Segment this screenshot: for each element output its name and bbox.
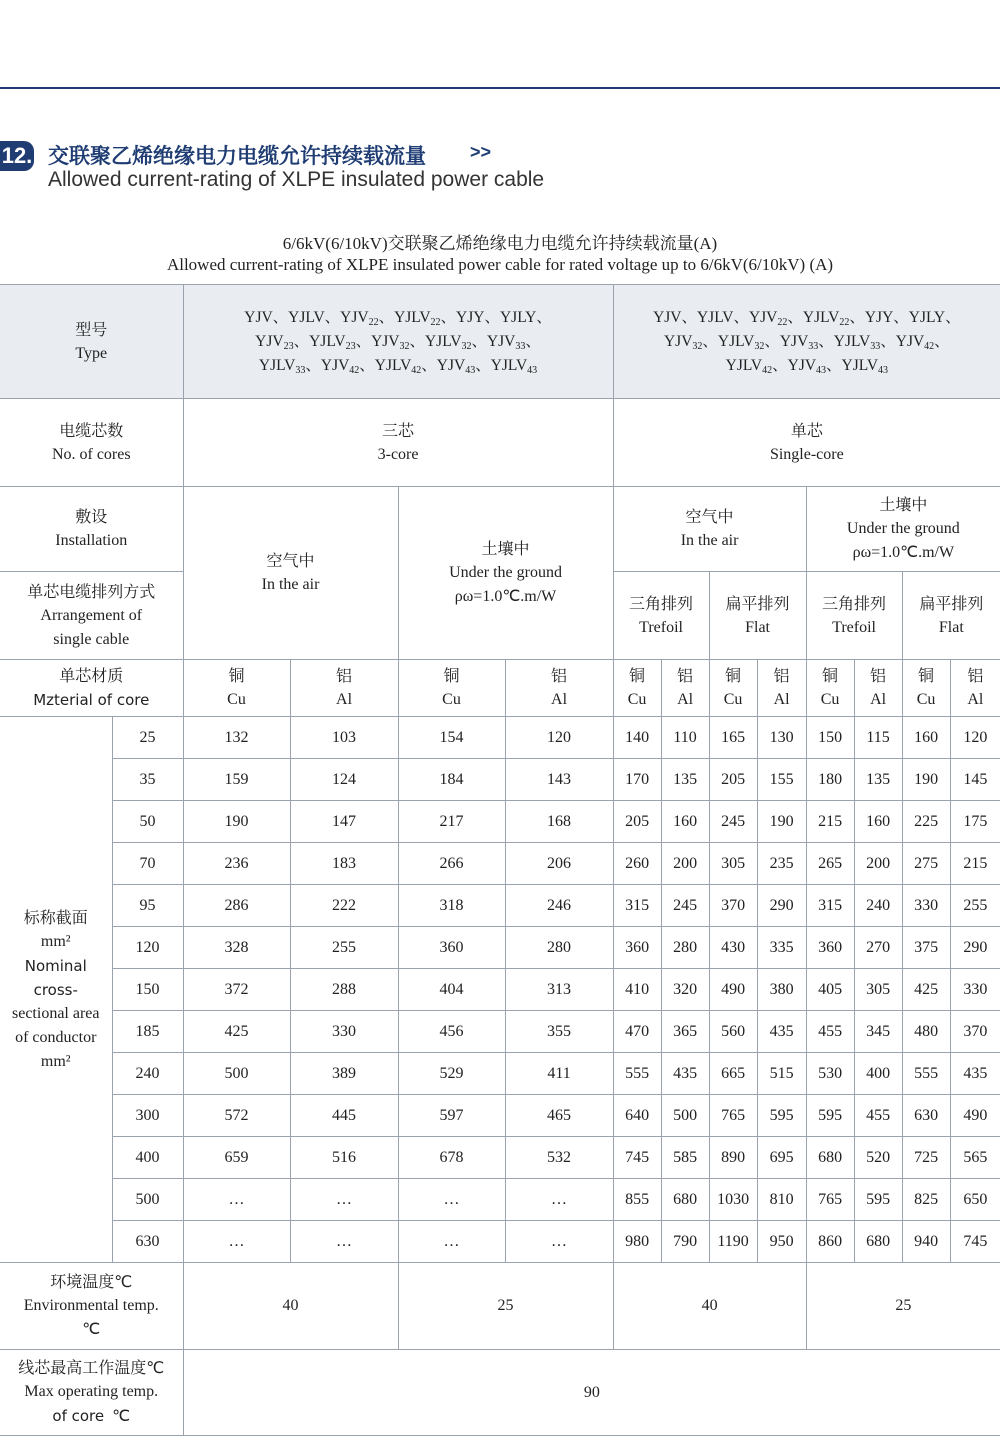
table-row: [0, 759, 1000, 801]
trefoil-ground-cell: [806, 572, 902, 660]
cross-section-size: 400: [112, 1137, 183, 1179]
current-value-cell: …: [505, 1179, 613, 1221]
current-value-cell: 245: [661, 885, 709, 927]
env-temp-label-cn: 环境温度℃: [50, 1272, 133, 1291]
type-list-line: $YJLV_{33}$、$YJV_{42}$、$YJLV_{42}$、$YJV_{43}$、$YJLV_{43}$: [258, 356, 538, 376]
table-caption-cn: 6/6kV(6/10kV)交联聚乙烯绝缘电力电缆允许持续载流量(A): [282, 234, 718, 253]
current-value-cell: 265: [806, 843, 854, 885]
nominal-section-label-text: of conductor: [15, 1028, 97, 1046]
current-value-cell: 124: [290, 759, 398, 801]
current-value-cell: 290: [950, 927, 1000, 969]
current-value-cell: 245: [709, 801, 757, 843]
current-value-cell: 680: [854, 1221, 902, 1263]
current-value-cell: 215: [950, 843, 1000, 885]
current-value-cell: 170: [613, 759, 661, 801]
current-value-cell: …: [183, 1179, 290, 1221]
single-core-en: Single-core: [769, 445, 844, 463]
type-list-line: $YJV_{23}$、$YJLV_{23}$、$YJV_{32}$、$YJLV_{32}$、$YJV_{33}$、: [255, 332, 541, 352]
cross-section-size: 300: [112, 1095, 183, 1137]
current-value-cell: 280: [505, 927, 613, 969]
current-value-cell: 595: [806, 1095, 854, 1137]
three-core-en: 3-core: [377, 445, 419, 463]
current-value-cell: 490: [950, 1095, 1000, 1137]
install-label-cn: 敷设: [75, 507, 108, 526]
material-al: 铝 Al: [505, 660, 613, 717]
current-value-cell: 695: [757, 1137, 806, 1179]
ground-rho: ρω=1.0℃.m/W: [852, 544, 955, 561]
section-title-cn: 交联聚乙烯绝缘电力电缆允许持续载流量: [48, 144, 426, 168]
current-value-cell: 315: [613, 885, 661, 927]
arrangement-label-cell: [0, 572, 183, 660]
env-temp-row: [0, 1263, 1000, 1350]
current-value-cell: 640: [613, 1095, 661, 1137]
ground-en: Under the ground: [846, 520, 960, 537]
current-value-cell: 555: [613, 1053, 661, 1095]
current-value-cell: 305: [854, 969, 902, 1011]
flat-en: Flat: [938, 618, 964, 636]
current-value-cell: 328: [183, 927, 290, 969]
max-temp-label-en: of core: [52, 1407, 105, 1425]
current-value-cell: 375: [902, 927, 950, 969]
current-value-cell: 790: [661, 1221, 709, 1263]
current-value-cell: 555: [902, 1053, 950, 1095]
current-value-cell: 155: [757, 759, 806, 801]
type-label-cell: [0, 285, 183, 399]
data-rows: [0, 717, 1000, 1263]
current-value-cell: 500: [183, 1053, 290, 1095]
table-row: [0, 1011, 1000, 1053]
type-list-line: YJV、YJLV、$YJV_{22}$、$YJLV_{22}$、YJY、YJLY、: [244, 308, 552, 328]
material-label-cn: 单芯材质: [59, 666, 124, 685]
nominal-section-label-text: Nominal: [24, 956, 87, 975]
current-value-cell: 435: [661, 1053, 709, 1095]
ground-cn: 土壤中: [879, 495, 928, 514]
current-value-cell: 515: [757, 1053, 806, 1095]
current-value-cell: 190: [183, 801, 290, 843]
trefoil-cn: 三角排列: [822, 593, 887, 613]
current-value-cell: 370: [950, 1011, 1000, 1053]
current-value-cell: 190: [757, 801, 806, 843]
cores-label-cell: [0, 399, 183, 487]
three-core-cn: 三芯: [382, 420, 415, 440]
material-cu: 铜 Cu: [806, 660, 854, 717]
current-value-cell: 370: [709, 885, 757, 927]
current-value-cell: 160: [902, 717, 950, 759]
current-value-cell: 680: [806, 1137, 854, 1179]
three-core-ground-cell: [398, 487, 613, 660]
current-value-cell: 455: [854, 1095, 902, 1137]
current-value-cell: 765: [806, 1179, 854, 1221]
material-row: [0, 660, 1000, 717]
trefoil-air-cell: [613, 572, 709, 660]
nominal-section-label-text: mm²: [40, 1052, 71, 1070]
current-value-cell: 135: [854, 759, 902, 801]
current-value-cell: 410: [613, 969, 661, 1011]
nominal-section-label-text: sectional area: [12, 1004, 100, 1022]
current-value-cell: 445: [290, 1095, 398, 1137]
table-row: [0, 1053, 1000, 1095]
install-label-cell: [0, 487, 183, 572]
current-value-cell: 335: [757, 927, 806, 969]
current-value-cell: 360: [613, 927, 661, 969]
cross-section-size: 150: [112, 969, 183, 1011]
installation-row: [0, 487, 1000, 572]
cross-section-size: 630: [112, 1221, 183, 1263]
material-cu: 铜 Cu: [709, 660, 757, 717]
cores-row: [0, 399, 1000, 487]
current-value-cell: 132: [183, 717, 290, 759]
current-value-cell: 217: [398, 801, 505, 843]
current-value-cell: 200: [854, 843, 902, 885]
max-temp-label-cell: [0, 1350, 183, 1436]
table-row: [0, 1137, 1000, 1179]
table-row: [0, 1179, 1000, 1221]
current-value-cell: 235: [757, 843, 806, 885]
current-value-cell: 246: [505, 885, 613, 927]
current-value-cell: 650: [950, 1179, 1000, 1221]
current-value-cell: 500: [661, 1095, 709, 1137]
current-value-cell: 330: [902, 885, 950, 927]
current-value-cell: 280: [661, 927, 709, 969]
current-value-cell: 110: [661, 717, 709, 759]
max-temp-unit: ℃: [112, 1408, 131, 1425]
current-value-cell: 425: [902, 969, 950, 1011]
current-value-cell: 560: [709, 1011, 757, 1053]
current-value-cell: 404: [398, 969, 505, 1011]
current-value-cell: 435: [757, 1011, 806, 1053]
current-value-cell: 315: [806, 885, 854, 927]
current-value-cell: 150: [806, 717, 854, 759]
arrangement-label-cn: 单芯电缆排列方式: [27, 581, 156, 601]
type-list-line: $YJV_{32}$、$YJLV_{32}$、$YJV_{33}$、$YJLV_{33}$、$YJV_{42}$、: [663, 332, 950, 352]
current-value-cell: 240: [854, 885, 902, 927]
current-value-cell: 940: [902, 1221, 950, 1263]
current-value-cell: 120: [950, 717, 1000, 759]
install-label-en: Installation: [55, 532, 128, 549]
current-value-cell: 380: [757, 969, 806, 1011]
current-value-cell: …: [398, 1179, 505, 1221]
material-cu: 铜 Cu: [398, 660, 505, 717]
table-row: [0, 927, 1000, 969]
current-value-cell: 455: [806, 1011, 854, 1053]
current-value-cell: 456: [398, 1011, 505, 1053]
table-row: [0, 801, 1000, 843]
nominal-section-label-text: cross-: [33, 980, 78, 999]
current-value-cell: 330: [950, 969, 1000, 1011]
current-value-cell: 184: [398, 759, 505, 801]
current-value-cell: 103: [290, 717, 398, 759]
cores-label-cn: 电缆芯数: [59, 420, 124, 440]
env-temp-label-en: Environmental temp.: [23, 1297, 159, 1314]
current-value-cell: 565: [950, 1137, 1000, 1179]
current-value-cell: 135: [661, 759, 709, 801]
current-value-cell: 435: [950, 1053, 1000, 1095]
current-value-cell: 275: [902, 843, 950, 885]
current-value-cell: 175: [950, 801, 1000, 843]
material-cu: 铜 Cu: [613, 660, 661, 717]
current-value-cell: …: [398, 1221, 505, 1263]
current-value-cell: 206: [505, 843, 613, 885]
current-value-cell: 529: [398, 1053, 505, 1095]
single-core-air-cell: [613, 487, 806, 572]
ground-rho: ρω=1.0℃.m/W: [454, 588, 557, 605]
current-value-cell: 330: [290, 1011, 398, 1053]
current-value-cell: 516: [290, 1137, 398, 1179]
current-value-cell: 389: [290, 1053, 398, 1095]
current-value-cell: 215: [806, 801, 854, 843]
current-value-cell: 430: [709, 927, 757, 969]
env-temp-value: 25: [398, 1263, 613, 1350]
trefoil-cn: 三角排列: [629, 593, 694, 613]
trefoil-en: Trefoil: [832, 618, 876, 636]
air-cn: 空气中: [266, 551, 315, 570]
nominal-section-label-text: mm²: [40, 932, 71, 950]
env-temp-value: 40: [183, 1263, 398, 1350]
material-label-en: Mzterial of core: [33, 691, 150, 709]
current-value-cell: 260: [613, 843, 661, 885]
table-row: [0, 969, 1000, 1011]
current-value-cell: 168: [505, 801, 613, 843]
cross-section-size: 95: [112, 885, 183, 927]
cross-section-size: 500: [112, 1179, 183, 1221]
current-value-cell: 1030: [709, 1179, 757, 1221]
current-value-cell: 678: [398, 1137, 505, 1179]
cross-section-size: 35: [112, 759, 183, 801]
current-value-cell: 595: [757, 1095, 806, 1137]
env-temp-label-cell: [0, 1263, 183, 1350]
cross-section-size: 120: [112, 927, 183, 969]
current-value-cell: 360: [398, 927, 505, 969]
type-list-three-core: [183, 285, 613, 399]
type-row: [0, 285, 1000, 399]
current-value-cell: 236: [183, 843, 290, 885]
table-row: [0, 1221, 1000, 1263]
current-value-cell: 490: [709, 969, 757, 1011]
current-value-cell: 145: [950, 759, 1000, 801]
current-value-cell: 355: [505, 1011, 613, 1053]
type-label-en: Type: [75, 344, 108, 362]
current-value-cell: 154: [398, 717, 505, 759]
current-value-cell: 980: [613, 1221, 661, 1263]
current-value-cell: 200: [661, 843, 709, 885]
max-temp-value: 90: [183, 1350, 1000, 1436]
material-al: 铝 Al: [854, 660, 902, 717]
current-value-cell: 1190: [709, 1221, 757, 1263]
section-header: [0, 136, 1000, 196]
current-value-cell: 745: [950, 1221, 1000, 1263]
current-value-cell: 305: [709, 843, 757, 885]
current-value-cell: 205: [709, 759, 757, 801]
arrangement-label-en: single cable: [53, 630, 130, 648]
current-value-cell: 205: [613, 801, 661, 843]
ground-cn: 土壤中: [481, 539, 530, 558]
table-caption-en: Allowed current-rating of XLPE insulated power cable for rated voltage up to 6/6kV(6/10kV) (A): [166, 255, 834, 274]
type-list-line: $YJLV_{42}$、$YJV_{43}$、$YJLV_{43}$: [725, 356, 889, 376]
current-value-cell: 890: [709, 1137, 757, 1179]
current-value-cell: 360: [806, 927, 854, 969]
current-value-cell: 810: [757, 1179, 806, 1221]
current-value-cell: 680: [661, 1179, 709, 1221]
current-value-cell: 318: [398, 885, 505, 927]
material-cu: 铜 Cu: [902, 660, 950, 717]
three-core-cell: [183, 399, 613, 487]
env-temp-value: 25: [806, 1263, 1000, 1350]
flat-en: Flat: [745, 618, 770, 636]
current-value-cell: 270: [854, 927, 902, 969]
material-al: 铝 Al: [950, 660, 1000, 717]
current-value-cell: 480: [902, 1011, 950, 1053]
type-list-line: YJV、YJLV、$YJV_{22}$、$YJLV_{22}$、YJY、YJLY、: [653, 308, 961, 328]
current-value-cell: 372: [183, 969, 290, 1011]
current-value-cell: …: [505, 1221, 613, 1263]
max-temp-row: [0, 1350, 1000, 1436]
current-value-cell: 255: [290, 927, 398, 969]
type-list-single-core: [613, 285, 1000, 399]
nominal-section-label-text: 标称截面: [23, 907, 88, 927]
current-value-cell: 665: [709, 1053, 757, 1095]
current-value-cell: 950: [757, 1221, 806, 1263]
table-row: [0, 885, 1000, 927]
current-value-cell: 222: [290, 885, 398, 927]
cross-section-size: 185: [112, 1011, 183, 1053]
current-value-cell: 470: [613, 1011, 661, 1053]
current-value-cell: 520: [854, 1137, 902, 1179]
current-value-cell: 411: [505, 1053, 613, 1095]
current-value-cell: 140: [613, 717, 661, 759]
single-core-ground-cell: [806, 487, 1000, 572]
current-value-cell: 115: [854, 717, 902, 759]
current-value-cell: 585: [661, 1137, 709, 1179]
top-rule: [0, 87, 1000, 89]
material-cu: 铜 Cu: [183, 660, 290, 717]
material-al: 铝 Al: [757, 660, 806, 717]
cross-section-size: 25: [112, 717, 183, 759]
current-value-cell: 400: [854, 1053, 902, 1095]
current-value-cell: 165: [709, 717, 757, 759]
current-value-cell: …: [183, 1221, 290, 1263]
current-value-cell: 286: [183, 885, 290, 927]
current-value-cell: 130: [757, 717, 806, 759]
material-label-cell: [0, 660, 183, 717]
current-value-cell: 143: [505, 759, 613, 801]
current-value-cell: 530: [806, 1053, 854, 1095]
current-value-cell: 225: [902, 801, 950, 843]
current-value-cell: 266: [398, 843, 505, 885]
section-number-badge: 12.: [0, 141, 34, 171]
current-value-cell: 160: [661, 801, 709, 843]
table-row: [0, 1095, 1000, 1137]
cross-section-size: 50: [112, 801, 183, 843]
max-temp-label-cn: 线芯最高工作温度℃: [18, 1358, 165, 1377]
current-value-cell: 183: [290, 843, 398, 885]
current-value-cell: 365: [661, 1011, 709, 1053]
current-value-cell: 745: [613, 1137, 661, 1179]
single-core-cell: [613, 399, 1000, 487]
current-value-cell: 597: [398, 1095, 505, 1137]
current-value-cell: 405: [806, 969, 854, 1011]
current-value-cell: 860: [806, 1221, 854, 1263]
current-value-cell: …: [290, 1221, 398, 1263]
current-value-cell: 465: [505, 1095, 613, 1137]
flat-cn: 扁平排列: [919, 593, 984, 613]
current-value-cell: 290: [757, 885, 806, 927]
ground-en: Under the ground: [449, 564, 562, 581]
current-value-cell: 313: [505, 969, 613, 1011]
flat-cn: 扁平排列: [725, 593, 790, 613]
current-value-cell: 180: [806, 759, 854, 801]
section-title-en: Allowed current-rating of XLPE insulated power cable: [48, 168, 545, 191]
current-rating-table: [0, 284, 1000, 1436]
env-temp-value: 40: [613, 1263, 806, 1350]
single-core-cn: 单芯: [790, 420, 823, 440]
current-value-cell: 765: [709, 1095, 757, 1137]
current-value-cell: 595: [854, 1179, 902, 1221]
current-value-cell: 320: [661, 969, 709, 1011]
material-al: 铝 Al: [290, 660, 398, 717]
current-value-cell: 855: [613, 1179, 661, 1221]
flat-air-cell: [709, 572, 806, 660]
three-core-air-cell: [183, 487, 398, 660]
current-value-cell: 532: [505, 1137, 613, 1179]
current-value-cell: 725: [902, 1137, 950, 1179]
table-row: [0, 843, 1000, 885]
cores-label-en: No. of cores: [51, 445, 131, 463]
env-temp-unit: ℃: [82, 1321, 101, 1338]
current-value-cell: 159: [183, 759, 290, 801]
table-row: [0, 717, 1000, 759]
trefoil-en: Trefoil: [639, 618, 683, 636]
section-arrow-icon: >>: [470, 142, 492, 162]
cross-section-size: 70: [112, 843, 183, 885]
material-al: 铝 Al: [661, 660, 709, 717]
current-value-cell: 288: [290, 969, 398, 1011]
air-cn: 空气中: [685, 507, 734, 526]
air-en: In the air: [680, 532, 739, 549]
current-value-cell: 345: [854, 1011, 902, 1053]
current-value-cell: 147: [290, 801, 398, 843]
flat-ground-cell: [902, 572, 1000, 660]
current-value-cell: …: [290, 1179, 398, 1221]
current-value-cell: 825: [902, 1179, 950, 1221]
current-value-cell: 659: [183, 1137, 290, 1179]
nominal-section-label-cell: [0, 717, 112, 1263]
air-en: In the air: [261, 576, 320, 593]
cross-section-size: 240: [112, 1053, 183, 1095]
current-value-cell: 120: [505, 717, 613, 759]
current-value-cell: 630: [902, 1095, 950, 1137]
current-value-cell: 255: [950, 885, 1000, 927]
max-temp-label-en: Max operating temp.: [24, 1383, 159, 1400]
current-value-cell: 572: [183, 1095, 290, 1137]
current-value-cell: 160: [854, 801, 902, 843]
arrangement-label-en: Arrangement of: [40, 606, 143, 624]
current-value-cell: 190: [902, 759, 950, 801]
type-label-cn: 型号: [75, 319, 108, 339]
current-value-cell: 425: [183, 1011, 290, 1053]
